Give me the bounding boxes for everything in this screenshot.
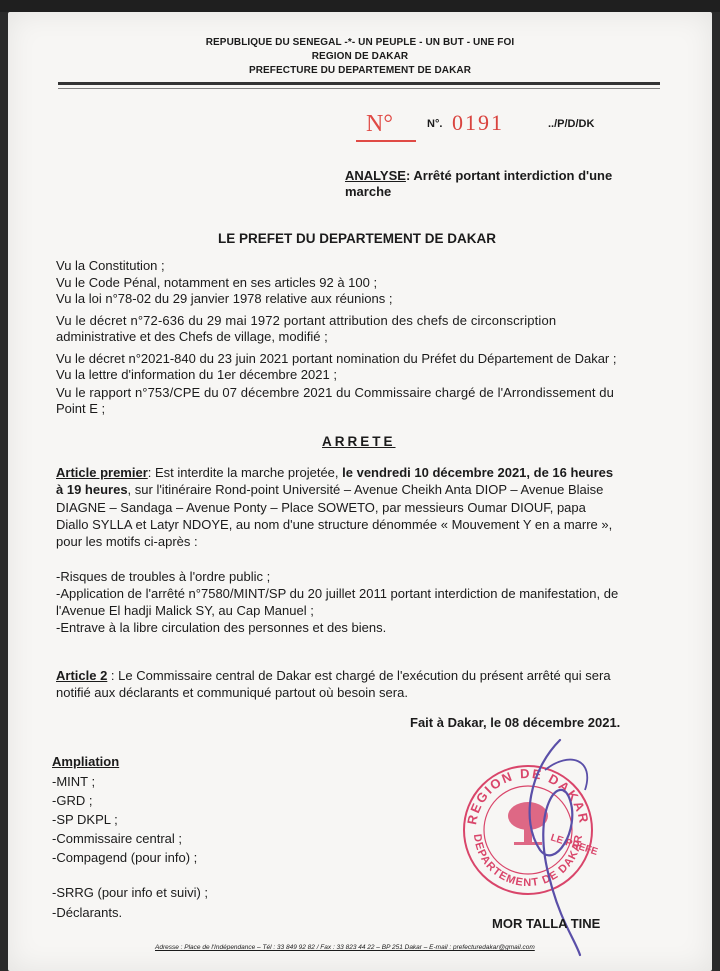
reference-underline bbox=[356, 140, 416, 142]
motif-item: l'Avenue El hadji Malick SY, au Cap Manuel ; bbox=[56, 603, 314, 618]
ampliation-item: -Compagend (pour info) ; bbox=[52, 850, 198, 865]
ampliation-item: -SP DKPL ; bbox=[52, 812, 118, 827]
footer-address: Adresse : Place de l'Indépendance – Tél : 33 849 92 82 / Fax : 33 823 44 22 – BP 251 Dakar – E-mail : prefecturedakar@gmail.com bbox=[155, 944, 535, 951]
ampliation-item: -Commissaire central ; bbox=[52, 831, 183, 846]
ampliation-item: -SRRG (pour info et suivi) ; bbox=[52, 885, 209, 900]
ampliation-item: -MINT ; bbox=[52, 774, 96, 789]
article2-label: Article 2 bbox=[56, 668, 108, 683]
vu-line: Vu le décret n°2021-840 du 23 juin 2021 portant nomination du Préfet du Département de Dakar ; bbox=[56, 351, 617, 366]
header-republic: REPUBLIQUE DU SENEGAL -*- UN PEUPLE - UN BUT - UNE FOI bbox=[205, 37, 515, 48]
signatory-name: MOR TALLA TINE bbox=[492, 916, 601, 931]
ampliation-item: -GRD ; bbox=[52, 793, 93, 808]
vu-line: Vu le rapport n°753/CPE du 07 décembre 2021 du Commissaire chargé de l'Arrondissement du bbox=[56, 385, 614, 400]
document-title: LE PREFET DU DEPARTEMENT DE DAKAR bbox=[218, 231, 497, 246]
analyse-label: ANALYSE bbox=[345, 168, 406, 183]
stamp-top-text: REGION DE DAKAR bbox=[464, 765, 592, 826]
motif-item: -Entrave à la libre circulation des personnes et des biens. bbox=[56, 620, 387, 635]
motif-item: -Application de l'arrêté n°7580/MINT/SP du 20 juillet 2011 portant interdiction de manifestation, de bbox=[56, 586, 619, 601]
article1-line-4: Diallo SYLLA et Latyr NDOYE, au nom d'une structure dénommée « Mouvement Y en a marre », bbox=[56, 517, 613, 532]
analyse-text-2: marche bbox=[345, 184, 392, 199]
article1-line-5: pour les motifs ci-après : bbox=[56, 534, 198, 549]
ampliation-item: -Déclarants. bbox=[52, 905, 123, 920]
arrete-heading: ARRETE bbox=[322, 434, 396, 449]
reference-big-no: N° bbox=[366, 111, 393, 137]
analyse-line: ANALYSE: Arrêté portant interdiction d'une bbox=[345, 168, 613, 183]
article1-line-3: DIAGNE – Sandaga – Avenue Ponty – Place SOWETO, par messieurs Oumar DIOUF, papa bbox=[56, 500, 586, 515]
vu-line: Point E ; bbox=[56, 401, 106, 416]
header-region: REGION DE DAKAR bbox=[311, 51, 409, 62]
vu-line: Vu le décret n°72-636 du 29 mai 1972 portant attribution des chefs de circonscription bbox=[56, 313, 557, 328]
fait-a-dakar: Fait à Dakar, le 08 décembre 2021. bbox=[410, 715, 621, 730]
stamp-bottom-text: DEPARTEMENT DE DAKAR bbox=[470, 833, 586, 890]
vu-line: administrative et des Chefs de village, modifié ; bbox=[56, 329, 328, 344]
vu-line: Vu le Code Pénal, notamment en ses articles 92 à 100 ; bbox=[56, 275, 378, 290]
analyse-text-1: Arrêté portant interdiction d'une bbox=[410, 168, 613, 183]
motif-item: -Risques de troubles à l'ordre public ; bbox=[56, 569, 271, 584]
reference-no-label: N°. bbox=[427, 118, 443, 130]
article1-label: Article premier bbox=[56, 465, 148, 480]
article1-line-1: Article premier: Est interdite la marche projetée, le vendredi 10 décembre 2021, de 16 heures bbox=[56, 465, 614, 480]
vu-line: Vu la Constitution ; bbox=[56, 258, 165, 273]
header-prefecture: PREFECTURE DU DEPARTEMENT DE DAKAR bbox=[248, 65, 472, 76]
article2-line-2: notifié aux déclarants et communiqué partout où besoin sera. bbox=[56, 685, 408, 700]
header-rule-thin bbox=[58, 88, 660, 89]
reference-digits: 0191 bbox=[452, 110, 504, 135]
article1-line-2: à 19 heures, sur l'itinéraire Rond-point Université – Avenue Cheikh Anta DIOP – Avenue Blaise bbox=[56, 482, 604, 497]
reference-suffix: ../P/D/DK bbox=[548, 118, 595, 130]
header-rule-thick bbox=[58, 82, 660, 85]
stamp-center-text: LE PREFET bbox=[549, 832, 598, 860]
vu-line: Vu la loi n°78-02 du 29 janvier 1978 relative aux réunions ; bbox=[56, 291, 393, 306]
top-dark-border bbox=[0, 0, 720, 12]
vu-line: Vu la lettre d'information du 1er décembre 2021 ; bbox=[56, 367, 337, 382]
ampliation-label: Ampliation bbox=[52, 754, 120, 769]
article2-line-1: Article 2 : Le Commissaire central de Dakar est chargé de l'exécution du présent arrêté qui sera bbox=[56, 668, 611, 683]
